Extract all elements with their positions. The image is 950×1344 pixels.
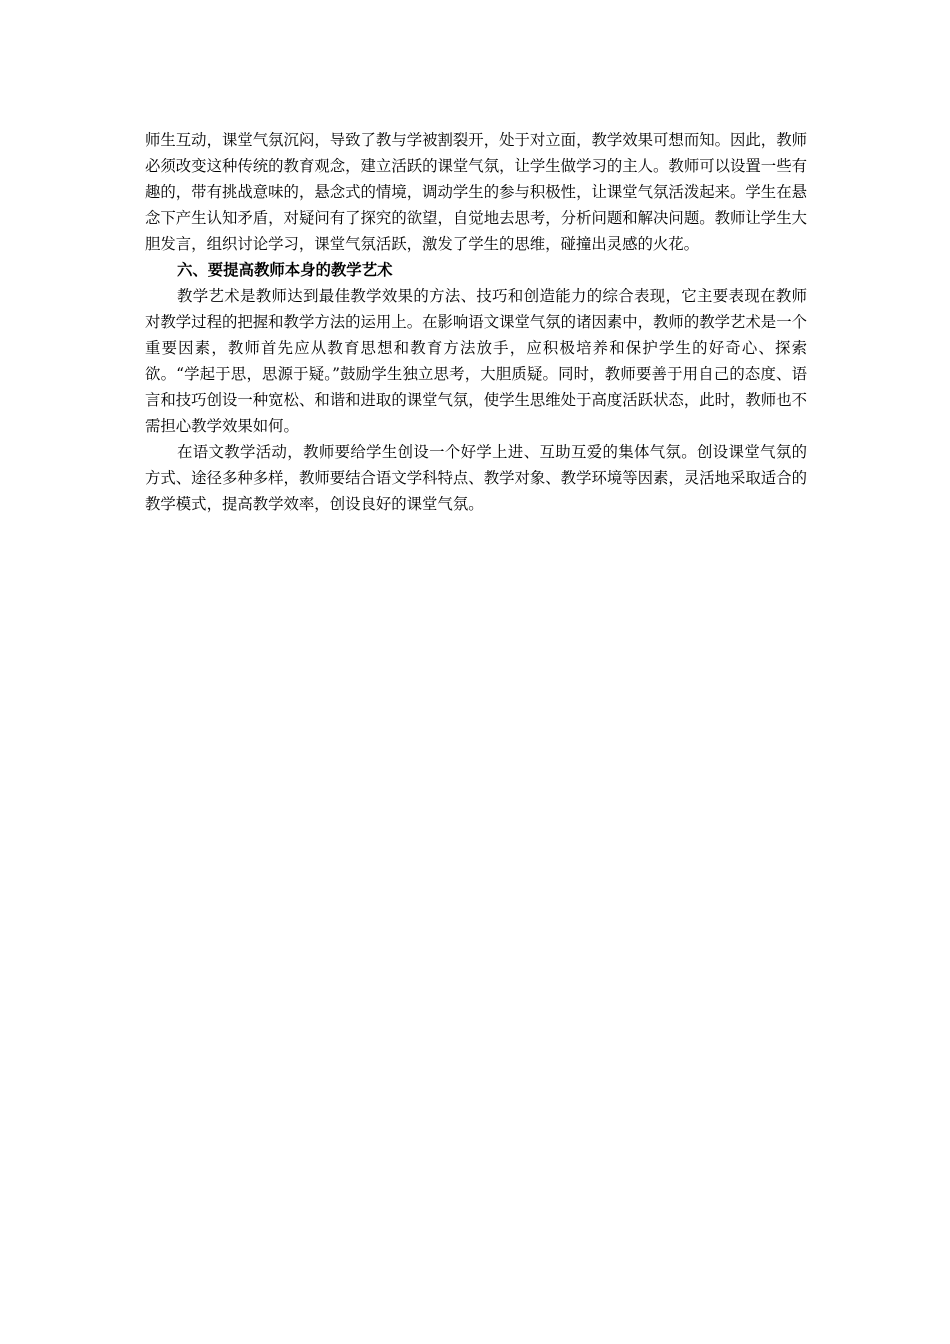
document-page [145,127,807,517]
paragraph-continued: 师生互动，课堂气氛沉闷，导致了教与学被割裂开，处于对立面，教学效果可想而知。因此，教师必须改变这种传统的教育观念，建立活跃的课堂气氛，让学生做学习的主人。教师可以设置一些有趣的，带有挑战意味的，悬念式的情境，调动学生的参与积极性，让课堂气氛活泼起来。学生在悬念下产生认知矛盾，对疑问有了探究的欲望，自觉地去思考，分析问题和解决问题。教师让学生大胆发言，组织讨论学习，课堂气氛活跃，激发了学生的思维，碰撞出灵感的火花。 [145,131,807,253]
paragraph-teaching-art: 教学艺术是教师达到最佳教学效果的方法、技巧和创造能力的综合表现，它主要表现在教师对教学过程的把握和教学方法的运用上。在影响语文课堂气氛的诸因素中，教师的教学艺术是一个重要因素，教师首先应从教育思想和教育方法放手，应积极培养和保护学生的好奇心、探索欲。“学起于思，思源于疑。”鼓励学生独立思考，大胆质疑。同时，教师要善于用自己的态度、语言和技巧创设一种宽松、和谐和进取的课堂气氛，使学生思维处于高度活跃状态，此时，教师也不需担心教学效果如何。 [145,287,807,435]
paragraph-conclusion: 在语文教学活动，教师要给学生创设一个好学上进、互助互爱的集体气氛。创设课堂气氛的方式、途径多种多样，教师要结合语文学科特点、教学对象、教学环境等因素，灵活地采取适合的教学模式，提高教学效率，创设良好的课堂气氛。 [145,443,807,513]
section-heading: 六、要提高教师本身的教学艺术 [177,261,393,279]
